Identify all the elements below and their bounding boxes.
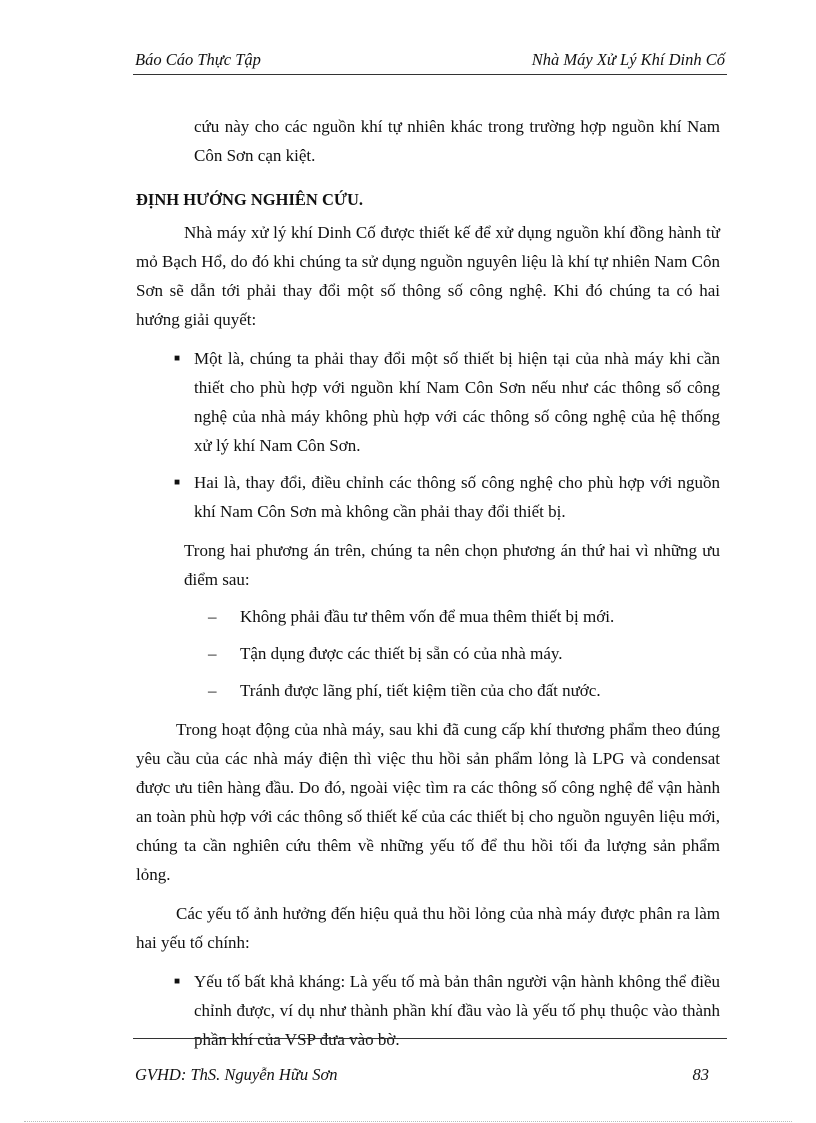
bullet-text: Hai là, thay đổi, điều chỉnh các thông số công nghệ cho phù hợp với nguồn khí Nam Côn Sơn mà không cần phải thay đổi thiết bị. [194,473,720,521]
page-body [136,112,720,1064]
page-number: 83 [692,1065,709,1084]
bullet-item [136,468,720,526]
header-plant-name: Nhà Máy Xử Lý Khí Dinh Cố [531,50,725,69]
bullet-item [136,344,720,460]
dash-item [136,639,720,668]
page-footer [133,1038,727,1084]
dash-item [136,602,720,631]
continuation-text: cứu này cho các nguồn khí tự nhiên khác trong trường hợp nguồn khí Nam Côn Sơn cạn kiệt. [194,117,720,165]
paragraph-operations: Trong hoạt động của nhà máy, sau khi đã cung cấp khí thương phẩm theo đúng yêu cầu của các nhà máy điện thì việc thu hồi sản phẩm lỏng là LPG và condensat được ưu tiên hàng đầu. Do đó, ngoài việc tìm ra các thông số công nghệ để vận hành an toàn phù hợp với các thông số thiết kế của các thiết bị cho nguồn nguyên liệu mới, chúng ta cần nghiên cứu thêm về những yếu tố để thu hồi tối đa lượng sản phẩm lỏng. [136,720,720,884]
square-bullet-icon: ■ [174,976,181,987]
footer-supervisor: GVHD: ThS. Nguyễn Hữu Sơn [135,1065,338,1084]
square-bullet-icon: ■ [174,353,181,364]
bullet-text: Một là, chúng ta phải thay đổi một số thiết bị hiện tại của nhà máy khi cần thiết cho phù hợp với nguồn khí Nam Côn Sơn nếu như các thông số công nghệ của nhà máy không phù hợp với các thông số công nghệ của hệ thống xử lý khí Nam Côn Sơn. [194,349,720,455]
dash-bullet-icon: – [208,644,217,663]
section-heading: ĐỊNH HƯỚNG NGHIÊN CỨU. [136,190,364,209]
dash-text: Tránh được lãng phí, tiết kiệm tiền của cho đất nước. [240,681,601,700]
paragraph-research-direction: Nhà máy xử lý khí Dinh Cố được thiết kế để xử dụng nguồn khí đồng hành từ mỏ Bạch Hổ, do đó khi chúng ta sử dụng nguồn nguyên liệu là khí tự nhiên Nam Côn Sơn sẽ dẫn tới phải thay đổi một số thông số công nghệ. Khi đó chúng ta có hai hướng giải quyết: [136,223,720,329]
dash-list-advantages [136,602,720,705]
paragraph-factors: Các yếu tố ảnh hưởng đến hiệu quả thu hồi lỏng của nhà máy được phân ra làm hai yếu tố chính: [136,904,720,952]
paragraph-choice: Trong hai phương án trên, chúng ta nên chọn phương án thứ hai vì những ưu điểm sau: [184,541,720,589]
header-report-title: Báo Cáo Thực Tập [135,50,261,69]
bullet-text: Yếu tố bất khả kháng: Là yếu tố mà bản thân người vận hành không thể điều chỉnh được, ví dụ như thành phần khí đầu vào là yếu tố phụ thuộc vào thành phần khí của VSP đưa vào bờ. [194,972,720,1049]
dash-text: Tận dụng được các thiết bị sẵn có của nhà máy. [240,644,563,663]
dash-bullet-icon: – [208,607,217,626]
bullet-list-options [136,344,720,526]
page-header [133,48,727,75]
page-bottom-border [24,1121,792,1122]
dash-item [136,676,720,705]
dash-text: Không phải đầu tư thêm vốn để mua thêm thiết bị mới. [240,607,615,626]
dash-bullet-icon: – [208,681,217,700]
square-bullet-icon: ■ [174,477,181,488]
